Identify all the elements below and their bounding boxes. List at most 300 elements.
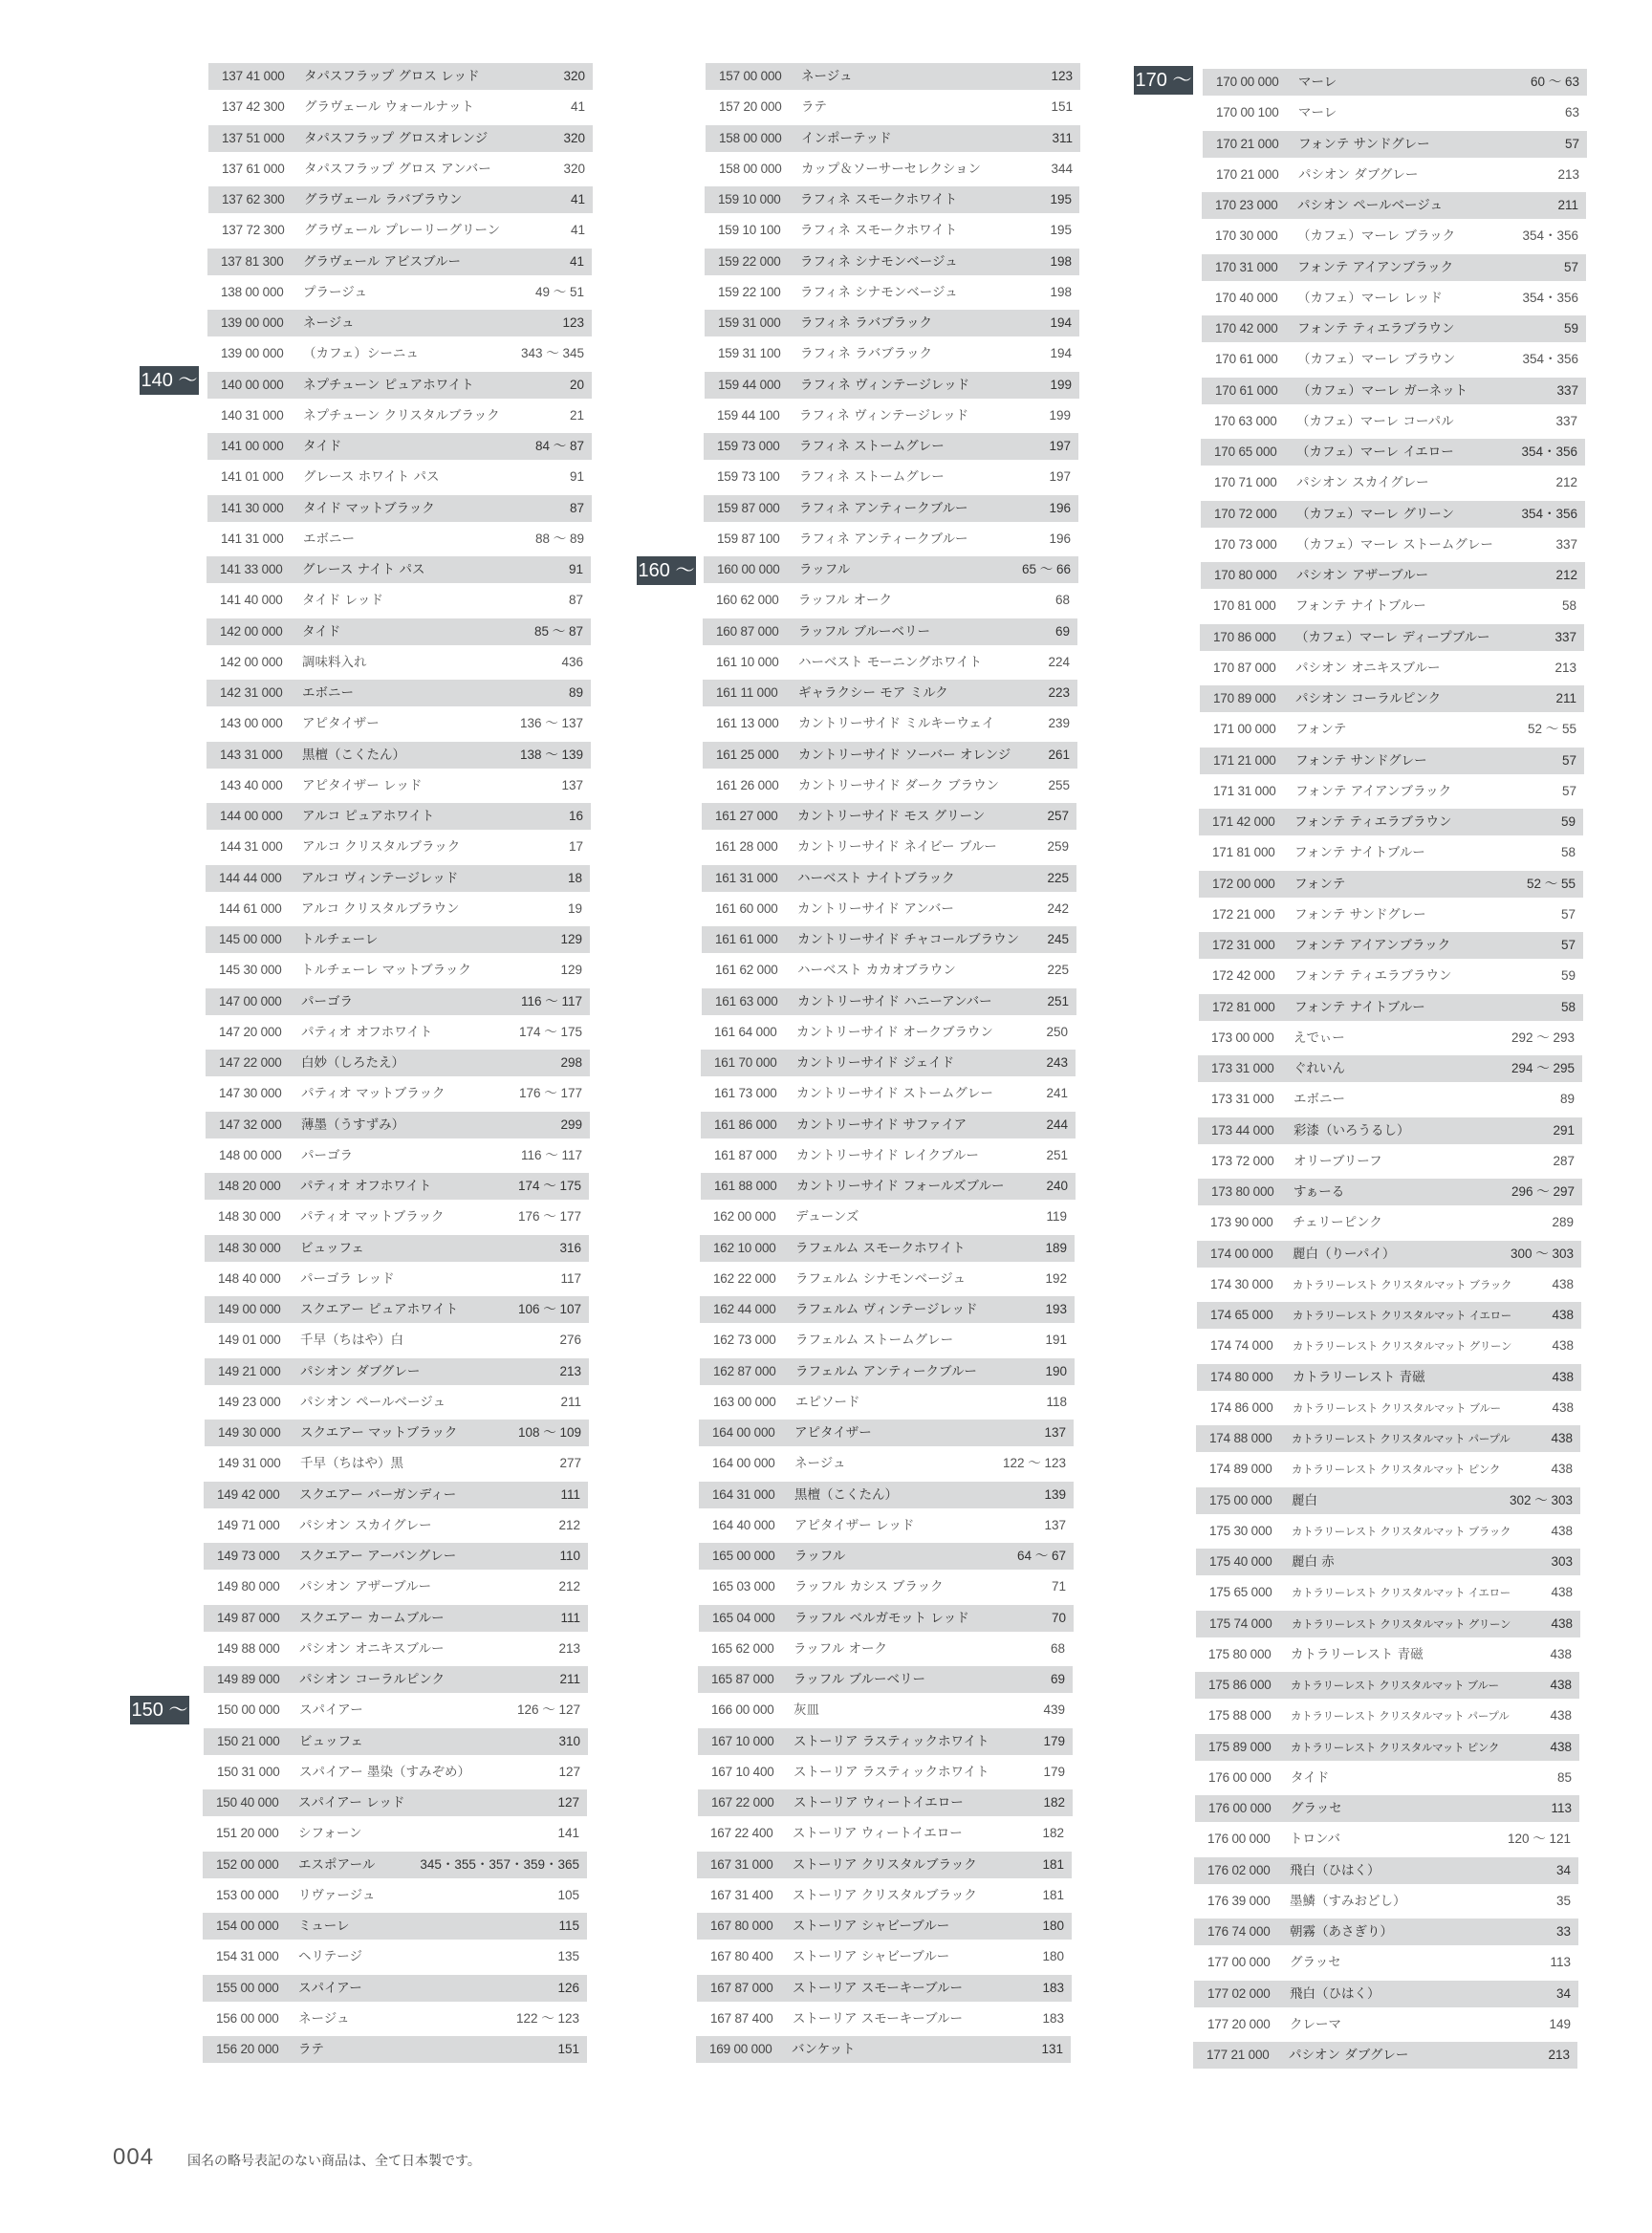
item-name: スパイアー <box>298 1980 362 1996</box>
item-code: 161 11 000 <box>716 685 778 700</box>
item-name: カトラリーレスト クリスタルマット ブラック <box>1292 1524 1511 1538</box>
item-code: 174 89 000 <box>1209 1462 1272 1477</box>
index-row <box>703 649 1077 676</box>
item-name: フォンテ ティエラブラウン <box>1294 814 1452 830</box>
item-page: 64 ～ 67 <box>1016 1549 1066 1563</box>
item-code: 165 03 000 <box>712 1579 775 1594</box>
index-row <box>1197 1395 1581 1421</box>
index-row <box>1197 1209 1581 1236</box>
item-page: 199 <box>1049 407 1071 423</box>
item-code: 159 10 100 <box>718 223 781 238</box>
item-code: 173 31 000 <box>1211 1061 1274 1075</box>
item-name: ラッフル <box>799 562 851 577</box>
item-page: 113 <box>1550 1955 1571 1970</box>
item-page: 211 <box>1557 198 1578 212</box>
index-row <box>206 742 591 769</box>
item-name: タパスフラップ グロスオレンジ <box>304 130 489 146</box>
item-code: 162 44 000 <box>713 1302 776 1316</box>
item-page: 438 <box>1552 1399 1574 1415</box>
item-page: 59 <box>1560 968 1576 984</box>
item-code: 170 71 000 <box>1214 475 1277 490</box>
index-row <box>705 310 1079 336</box>
item-code: 157 20 000 <box>719 99 782 115</box>
item-page: 34 <box>1555 1985 1571 2001</box>
item-name: ラフィネ ヴィンテージレッド <box>799 407 969 423</box>
item-name: カトラリーレスト 青磁 <box>1293 1369 1425 1385</box>
index-row <box>208 94 593 120</box>
item-page: 105 <box>557 1887 579 1902</box>
index-row <box>1201 562 1585 589</box>
index-row <box>205 1266 589 1292</box>
index-row <box>1197 1364 1581 1391</box>
item-code: 167 10 000 <box>711 1733 774 1748</box>
item-name: ラフィネ スモークホワイト <box>800 223 958 239</box>
index-row <box>203 1852 587 1878</box>
item-name: （カフェ）マーレ ガーネット <box>1297 382 1468 399</box>
index-row <box>1200 685 1584 712</box>
index-row <box>703 618 1077 645</box>
item-page: 213 <box>1554 660 1576 675</box>
index-row <box>1194 1888 1578 1915</box>
item-name: スパイアー レッド <box>298 1795 405 1810</box>
item-page: 438 <box>1552 1338 1574 1354</box>
item-page: 116 ～ 117 <box>520 1147 582 1162</box>
item-code: 156 20 000 <box>216 2042 279 2056</box>
item-code: 149 71 000 <box>217 1517 280 1532</box>
item-name: ネプチューン クリスタルブラック <box>303 407 500 423</box>
item-name: フォンテ アイアンブラック <box>1297 259 1454 275</box>
item-name: （カフェ）マーレ ディープブルー <box>1295 629 1490 645</box>
item-code: 170 23 000 <box>1215 198 1278 212</box>
item-name: 調味料入れ <box>302 654 367 670</box>
index-row <box>1199 839 1583 866</box>
item-code: 161 31 000 <box>715 870 778 885</box>
item-code: 161 27 000 <box>715 809 778 823</box>
item-page: 91 <box>568 562 583 576</box>
item-page: 176 ～ 177 <box>517 1209 581 1225</box>
index-row <box>203 1789 587 1816</box>
item-code: 170 63 000 <box>1214 413 1277 428</box>
item-code: 161 61 000 <box>715 932 778 946</box>
item-code: 142 00 000 <box>220 623 283 639</box>
item-name: ビュッフェ <box>300 1240 364 1256</box>
item-page: 58 <box>1560 999 1576 1014</box>
item-page: 139 <box>1044 1486 1066 1502</box>
item-code: 159 31 100 <box>718 346 781 361</box>
item-name: 麗白 <box>1292 1492 1317 1508</box>
item-name: カントリーサイド サファイア <box>796 1116 967 1133</box>
item-code: 163 00 000 <box>713 1394 776 1409</box>
index-row <box>206 957 590 984</box>
item-page: 41 <box>570 99 585 115</box>
item-name: 白妙（しろたえ） <box>301 1055 404 1071</box>
item-name: ハーベスト ナイトブラック <box>797 870 955 886</box>
index-row <box>699 1605 1074 1632</box>
item-page: 198 <box>1050 284 1072 299</box>
item-name: パシオン ダブグレー <box>1298 166 1419 183</box>
item-name: ネージュ <box>794 1456 846 1472</box>
item-name: パシオン ペールベージュ <box>1297 198 1443 213</box>
item-name: フォンテ サンドグレー <box>1298 136 1430 152</box>
item-page: 302 ～ 303 <box>1509 1492 1573 1507</box>
item-page: 438 <box>1550 1708 1572 1724</box>
index-row <box>208 125 593 152</box>
index-row <box>204 1543 588 1570</box>
item-page: 354・356 <box>1521 444 1577 459</box>
item-code: 170 65 000 <box>1214 444 1277 459</box>
item-page: 311 <box>1052 130 1073 145</box>
index-row <box>1202 346 1586 373</box>
item-name: トルチェーレ <box>301 932 379 947</box>
item-code: 167 87 400 <box>710 2010 773 2026</box>
index-row <box>701 1019 1076 1046</box>
item-code: 172 42 000 <box>1212 968 1275 984</box>
item-page: 251 <box>1046 1147 1068 1162</box>
item-name: パシオン オニキスブルー <box>1295 660 1441 676</box>
item-name: パシオン オニキスブルー <box>299 1640 445 1657</box>
item-code: 162 00 000 <box>713 1209 776 1225</box>
item-name: ストーリア ウィートイエロー <box>793 1826 963 1842</box>
item-code: 175 86 000 <box>1208 1678 1272 1692</box>
item-code: 147 20 000 <box>219 1024 282 1039</box>
item-code: 174 86 000 <box>1210 1399 1273 1415</box>
item-page: 197 <box>1049 469 1071 485</box>
index-row <box>1195 1672 1579 1699</box>
item-code: 177 20 000 <box>1207 2016 1271 2031</box>
index-row <box>207 402 592 429</box>
item-name: 黒檀（こくたん） <box>794 1486 898 1503</box>
item-name: 千早（ちはや）黒 <box>300 1456 403 1472</box>
section-marker-170: 170 ～ <box>1134 66 1193 95</box>
item-name: グラヴェール ウォールナット <box>304 99 474 116</box>
index-row <box>702 803 1076 830</box>
item-code: 141 33 000 <box>220 562 283 576</box>
item-name: カトラリーレスト クリスタルマット ブルー <box>1293 1400 1501 1415</box>
index-row <box>1194 1857 1578 1884</box>
item-page: 58 <box>1561 598 1576 614</box>
item-page: 126 ～ 127 <box>516 1702 580 1718</box>
item-name: カトラリーレスト クリスタルマット パープル <box>1291 1709 1510 1724</box>
index-row <box>1201 439 1585 466</box>
item-page: 91 <box>569 469 584 485</box>
index-row <box>1199 994 1583 1021</box>
item-name: ラッフル ベルガモット レッド <box>794 1610 969 1626</box>
item-name: パシオン コーラルピンク <box>1295 691 1442 706</box>
item-page: 245 <box>1047 932 1069 946</box>
item-page: 59 <box>1560 814 1576 829</box>
index-row <box>1199 809 1583 835</box>
item-page: 438 <box>1551 1585 1573 1600</box>
item-name: パシオン アザーブルー <box>299 1579 432 1595</box>
index-row <box>705 249 1079 275</box>
item-code: 165 00 000 <box>712 1549 775 1563</box>
item-code: 176 00 000 <box>1208 1769 1272 1785</box>
index-row <box>207 495 592 522</box>
item-name: カントリーサイド ストームグレー <box>796 1086 993 1102</box>
item-page: 113 <box>1551 1801 1572 1815</box>
item-name: カントリーサイド ハニーアンバー <box>797 993 992 1009</box>
item-page: 337 <box>1555 413 1577 428</box>
index-row <box>206 618 591 645</box>
item-name: ギャラクシー モア ミルク <box>798 685 948 701</box>
item-name: カトラリーレスト クリスタルマット ブラック <box>1293 1277 1512 1291</box>
item-page: 18 <box>567 870 582 885</box>
item-code: 167 80 000 <box>710 1919 773 1933</box>
item-code: 161 28 000 <box>715 839 778 855</box>
item-code: 159 22 100 <box>718 284 781 299</box>
item-name: プラージュ <box>303 284 367 300</box>
item-name: 墨鱗（すみおどし） <box>1290 1893 1406 1909</box>
item-name: 黒檀（こくたん） <box>302 747 405 763</box>
item-page: 57 <box>1563 259 1578 274</box>
index-row <box>702 988 1076 1015</box>
item-code: 174 65 000 <box>1210 1308 1273 1322</box>
item-code: 147 30 000 <box>219 1086 282 1101</box>
item-code: 159 87 000 <box>717 500 780 515</box>
index-row <box>207 279 592 306</box>
item-code: 153 00 000 <box>216 1887 279 1902</box>
page-number: 004 <box>113 2144 155 2170</box>
index-row <box>1202 192 1586 219</box>
item-code: 161 73 000 <box>714 1086 777 1101</box>
index-row <box>1202 223 1586 249</box>
index-row <box>703 680 1077 706</box>
index-row <box>1202 378 1586 404</box>
index-row <box>206 772 591 799</box>
item-code: 170 00 100 <box>1216 105 1279 120</box>
item-code: 176 02 000 <box>1207 1862 1271 1877</box>
item-name: クレーマ <box>1290 2016 1341 2032</box>
item-name: ストーリア シャビーブルー <box>793 1919 950 1934</box>
item-name: カントリーサイド オークブラウン <box>796 1024 993 1040</box>
item-page: 194 <box>1050 346 1072 361</box>
item-code: 165 62 000 <box>711 1640 774 1656</box>
item-page: 151 <box>557 2042 579 2056</box>
item-page: 438 <box>1551 1615 1573 1631</box>
item-code: 173 44 000 <box>1211 1122 1274 1138</box>
item-name: マーレ <box>1298 105 1337 121</box>
item-code: 145 00 000 <box>219 932 282 946</box>
item-code: 164 31 000 <box>712 1486 775 1502</box>
item-page: 127 <box>557 1795 579 1810</box>
index-row <box>702 896 1076 922</box>
index-row <box>204 1759 588 1786</box>
index-row <box>701 1142 1076 1169</box>
item-page: 70 <box>1051 1610 1066 1625</box>
item-code: 171 42 000 <box>1212 814 1275 829</box>
item-code: 137 42 300 <box>222 99 285 115</box>
item-page: 320 <box>563 161 585 176</box>
item-page: 58 <box>1560 845 1576 860</box>
item-page: 59 <box>1563 321 1578 336</box>
index-row <box>206 556 591 583</box>
item-page: 198 <box>1050 253 1072 269</box>
item-code: 149 21 000 <box>218 1363 281 1378</box>
item-code: 173 00 000 <box>1211 1030 1274 1045</box>
item-page: 196 <box>1049 531 1071 546</box>
index-row <box>706 125 1080 152</box>
index-row <box>206 803 591 830</box>
index-row <box>1203 99 1587 126</box>
item-page: 181 <box>1042 1856 1064 1872</box>
item-code: 170 72 000 <box>1214 506 1277 521</box>
item-page: 438 <box>1551 1523 1573 1538</box>
item-name: オリーブリーフ <box>1293 1153 1382 1169</box>
index-row <box>697 1943 1072 1970</box>
item-name: パシオン アザーブルー <box>1296 568 1429 583</box>
index-row <box>1194 1949 1578 1976</box>
item-name: マーレ <box>1298 75 1337 90</box>
item-name: ラッフル カシス ブラック <box>794 1579 944 1595</box>
item-name: ヘリテージ <box>298 1949 362 1965</box>
item-name: カトラリーレスト クリスタルマット イエロー <box>1293 1309 1511 1322</box>
item-code: 170 21 000 <box>1216 136 1279 151</box>
index-row <box>205 1203 589 1230</box>
item-name: アルコ ヴィンテージレッド <box>301 870 459 886</box>
item-page: 300 ～ 303 <box>1510 1246 1574 1261</box>
item-name: ストーリア シャビーブルー <box>793 1949 950 1965</box>
item-name: ハーベスト カカオブラウン <box>797 963 956 979</box>
item-page: 354・356 <box>1521 506 1577 521</box>
item-code: 149 42 000 <box>217 1486 280 1502</box>
item-code: 149 80 000 <box>217 1579 280 1594</box>
index-row <box>1199 963 1583 989</box>
index-row <box>699 1450 1074 1477</box>
item-code: 177 02 000 <box>1207 1985 1271 2001</box>
item-name: グラヴェール アビスブルー <box>303 253 461 270</box>
item-page: 41 <box>569 253 584 269</box>
item-code: 149 31 000 <box>218 1456 281 1471</box>
index-row <box>699 1512 1074 1539</box>
index-row <box>701 1112 1076 1138</box>
item-name: トロンバ <box>1290 1832 1341 1848</box>
item-name: ラフィネ アンティークブルー <box>799 531 968 547</box>
item-page: 343 ～ 345 <box>520 346 584 361</box>
index-row <box>1195 1702 1579 1729</box>
item-code: 158 00 000 <box>719 161 782 176</box>
index-row <box>1195 1765 1579 1791</box>
item-code: 161 87 000 <box>714 1147 777 1162</box>
item-name: パシオン ペールベージュ <box>300 1394 446 1410</box>
item-code: 141 40 000 <box>220 593 283 608</box>
item-page: 183 <box>1042 1980 1064 1995</box>
index-row <box>205 1327 589 1354</box>
item-code: 139 00 000 <box>221 315 284 330</box>
item-page: 68 <box>1054 593 1070 608</box>
item-name: パシオン ダブグレー <box>300 1363 421 1379</box>
item-code: 157 00 000 <box>719 69 782 83</box>
item-code: 170 30 000 <box>1215 228 1278 244</box>
item-name: ストーリア スモーキーブルー <box>793 1980 964 1996</box>
item-name: スパイアー 墨染（すみぞめ） <box>299 1764 470 1780</box>
item-name: 飛白（ひはく） <box>1290 1862 1380 1878</box>
item-code: 149 23 000 <box>218 1394 281 1409</box>
item-page: 239 <box>1048 716 1070 731</box>
index-row <box>206 1019 590 1046</box>
item-name: タイド <box>303 439 342 454</box>
item-code: 175 40 000 <box>1209 1554 1272 1569</box>
item-code: 142 31 000 <box>220 685 283 700</box>
item-code: 175 65 000 <box>1209 1585 1272 1600</box>
index-row <box>699 1482 1074 1508</box>
item-code: 147 22 000 <box>219 1055 282 1070</box>
item-name: フォンテ ナイトブルー <box>1294 999 1425 1015</box>
item-code: 137 81 300 <box>221 253 284 269</box>
index-row <box>206 1050 590 1076</box>
item-code: 176 00 000 <box>1208 1801 1272 1815</box>
item-page: 123 <box>1051 69 1073 83</box>
index-row <box>204 1482 588 1508</box>
index-row <box>703 742 1077 769</box>
item-name: スクエアー バーガンディー <box>299 1486 457 1503</box>
index-row <box>1199 901 1583 928</box>
item-page: 87 <box>568 593 583 608</box>
item-name: エボニー <box>303 531 355 547</box>
index-row <box>698 1759 1073 1786</box>
item-name: カントリーサイド ネイビー ブルー <box>797 839 997 856</box>
item-page: 320 <box>563 130 585 145</box>
index-row <box>205 1420 589 1446</box>
item-page: 127 <box>558 1764 580 1779</box>
item-name: フォンテ ナイトブルー <box>1295 598 1426 615</box>
index-row <box>1200 778 1584 805</box>
item-page: 255 <box>1048 777 1070 792</box>
item-page: 194 <box>1050 315 1072 330</box>
item-page: 438 <box>1550 1739 1572 1754</box>
item-code: 144 31 000 <box>220 839 283 855</box>
item-code: 161 64 000 <box>714 1024 777 1039</box>
index-row <box>699 1573 1074 1600</box>
item-page: 296 ～ 297 <box>1511 1184 1575 1199</box>
index-row <box>204 1605 588 1632</box>
index-row <box>208 186 593 213</box>
item-code: 175 74 000 <box>1209 1615 1272 1631</box>
item-page: 438 <box>1552 1276 1574 1291</box>
item-page: 190 <box>1045 1363 1067 1378</box>
item-page: 287 <box>1553 1153 1575 1168</box>
item-code: 173 90 000 <box>1210 1215 1273 1230</box>
item-page: 224 <box>1048 654 1070 669</box>
item-code: 155 00 000 <box>216 1980 279 1995</box>
index-row <box>704 433 1078 460</box>
item-page: 71 <box>1051 1579 1066 1594</box>
index-row <box>1200 624 1584 651</box>
item-page: 438 <box>1551 1462 1573 1477</box>
index-row <box>701 1050 1076 1076</box>
item-code: 148 40 000 <box>218 1270 281 1286</box>
item-page: 16 <box>568 809 583 823</box>
item-name: デューンズ <box>795 1209 859 1225</box>
item-code: 149 00 000 <box>218 1302 281 1316</box>
item-page: 213 <box>1557 166 1579 182</box>
item-page: 180 <box>1042 1919 1064 1933</box>
item-name: タイド <box>302 623 341 640</box>
index-row <box>206 834 591 860</box>
index-row <box>204 1636 588 1662</box>
index-row <box>697 2005 1072 2032</box>
item-code: 143 00 000 <box>220 716 283 731</box>
item-name: カトラリーレスト クリスタルマット グリーン <box>1293 1339 1512 1354</box>
index-row <box>1198 1117 1582 1144</box>
item-code: 138 00 000 <box>221 284 284 299</box>
index-row <box>205 1173 589 1200</box>
item-name: グラッセ <box>1290 1955 1341 1971</box>
index-row <box>1198 1148 1582 1175</box>
item-code: 149 73 000 <box>217 1549 280 1563</box>
item-page: 117 <box>560 1270 581 1286</box>
item-page: 436 <box>561 654 583 669</box>
item-page: 122 ～ 123 <box>1002 1456 1066 1471</box>
